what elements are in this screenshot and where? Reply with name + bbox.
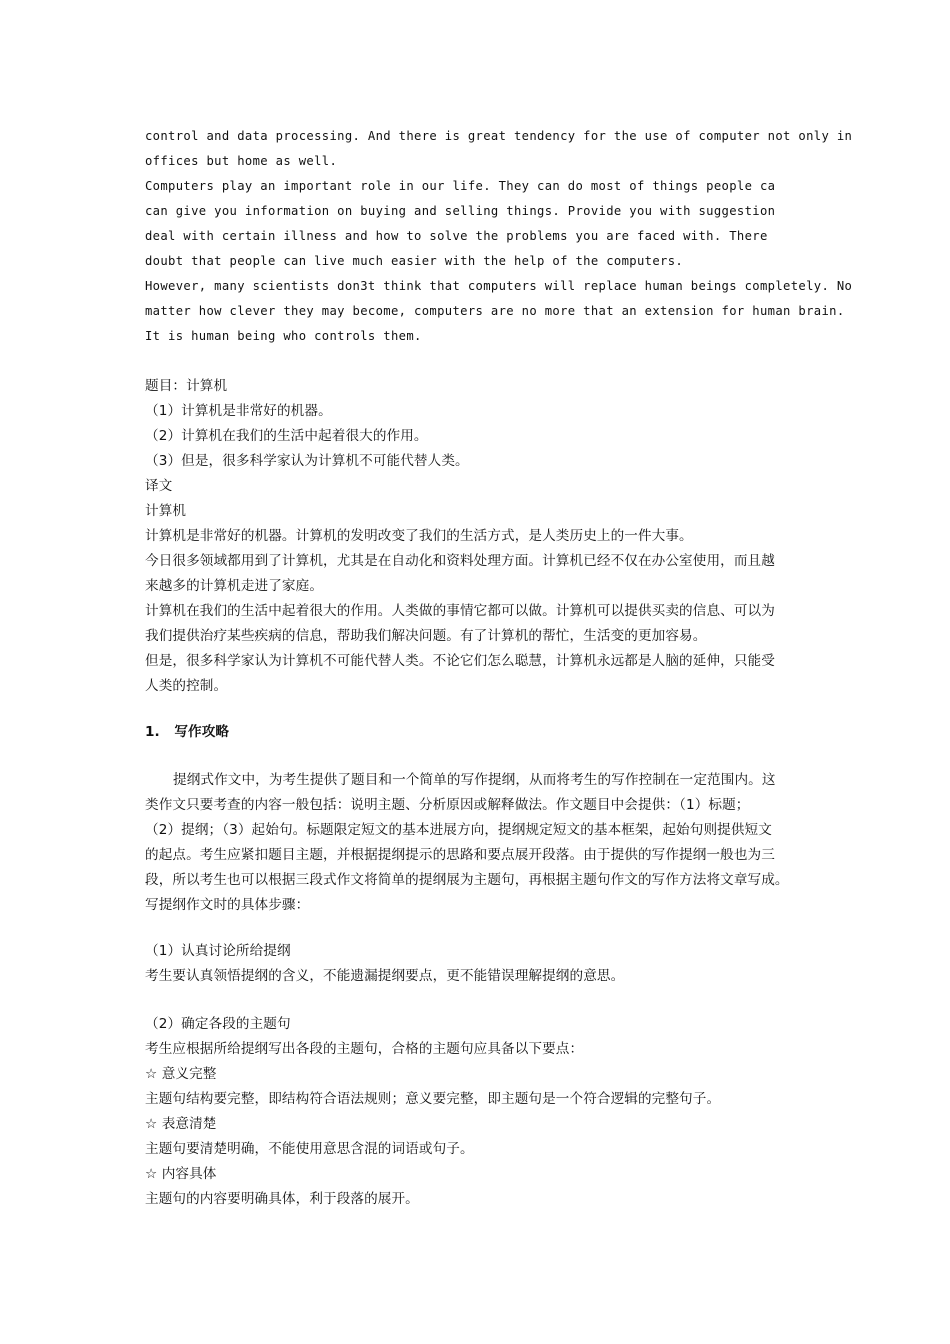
topic-point: （1）计算机是非常好的机器。 — [145, 403, 332, 419]
topic-point: （2）计算机在我们的生活中起着很大的作用。 — [145, 428, 428, 444]
translation-line: 计算机是非常好的机器。计算机的发明改变了我们的生活方式，是人类历史上的一件大事。 — [145, 528, 693, 544]
english-line: offices but home as well. — [145, 154, 338, 168]
strategy-line: 的起点。考生应紧扣题目主题，并根据提纲提示的思路和要点展开段落。由于提供的写作提纲一般也为三 — [145, 847, 775, 863]
english-line: Computers play an important role in our life. They can do most of things people ca — [145, 179, 776, 193]
topic-point: （3）但是，很多科学家认为计算机不可能代替人类。 — [145, 453, 469, 469]
star-point: ☆ 内容具体 — [145, 1166, 217, 1182]
step-title: （1）认真讨论所给提纲 — [145, 943, 291, 959]
step-description: 考生应根据所给提纲写出各段的主题句，合格的主题句应具备以下要点： — [145, 1041, 584, 1057]
translation-label: 译文 — [145, 478, 173, 494]
star-point-description: 主题句结构要完整，即结构符合语法规则；意义要完整，即主题句是一个符合逻辑的完整句子。 — [145, 1091, 721, 1107]
english-line: However, many scientists don3t think that computers will replace human beings completely. No — [145, 279, 853, 293]
star-point-description: 主题句要清楚明确，不能使用意思含混的词语或句子。 — [145, 1141, 474, 1157]
translation-line: 但是，很多科学家认为计算机不可能代替人类。不论它们怎么聪慧，计算机永远都是人脑的延伸，只能受 — [145, 653, 775, 669]
translation-line: 今日很多领域都用到了计算机，尤其是在自动化和资料处理方面。计算机已经不仅在办公室使用，而且越 — [145, 553, 775, 569]
english-line: control and data processing. And there is great tendency for the use of computer not only in — [145, 129, 853, 143]
english-line: doubt that people can live much easier with the help of the computers. — [145, 254, 684, 268]
translation-line: 我们提供治疗某些疾病的信息，帮助我们解决问题。有了计算机的帮忙，生活变的更加容易。 — [145, 628, 707, 644]
section-heading: 1. 写作攻略 — [145, 724, 230, 740]
translation-line: 人类的控制。 — [145, 678, 228, 694]
strategy-line: 写提纲作文时的具体步骤： — [145, 897, 310, 913]
topic-title: 题目：计算机 — [145, 378, 228, 394]
star-point: ☆ 意义完整 — [145, 1066, 217, 1082]
step-title: （2）确定各段的主题句 — [145, 1016, 291, 1032]
strategy-line: （2）提纲；（3）起始句。标题限定短文的基本进展方向，提纲规定短文的基本框架，起始句则提供短文 — [145, 822, 772, 838]
star-point-description: 主题句的内容要明确具体，利于段落的展开。 — [145, 1191, 419, 1207]
translation-title: 计算机 — [145, 503, 187, 519]
english-line: matter how clever they may become, computers are no more that an extension for human brain. — [145, 304, 845, 318]
strategy-line: 提纲式作文中，为考生提供了题目和一个简单的写作提纲，从而将考生的写作控制在一定范围内。这 — [173, 772, 776, 788]
english-line: can give you information on buying and selling things. Provide you with suggestion — [145, 204, 776, 218]
translation-line: 来越多的计算机走进了家庭。 — [145, 578, 324, 594]
step-description: 考生要认真领悟提纲的含义，不能遗漏提纲要点，更不能错误理解提纲的意思。 — [145, 968, 625, 984]
english-line: deal with certain illness and how to solve the problems you are faced with. There — [145, 229, 768, 243]
strategy-line: 段，所以考生也可以根据三段式作文将简单的提纲展为主题句，再根据主题句作文的写作方法将文章写成。 — [145, 872, 789, 888]
translation-line: 计算机在我们的生活中起着很大的作用。人类做的事情它都可以做。计算机可以提供买卖的信息、可以为 — [145, 603, 775, 619]
english-line: It is human being who controls them. — [145, 329, 422, 343]
strategy-line: 类作文只要考查的内容一般包括：说明主题、分析原因或解释做法。作文题目中会提供：（1）标题； — [145, 797, 750, 813]
star-point: ☆ 表意清楚 — [145, 1116, 217, 1132]
